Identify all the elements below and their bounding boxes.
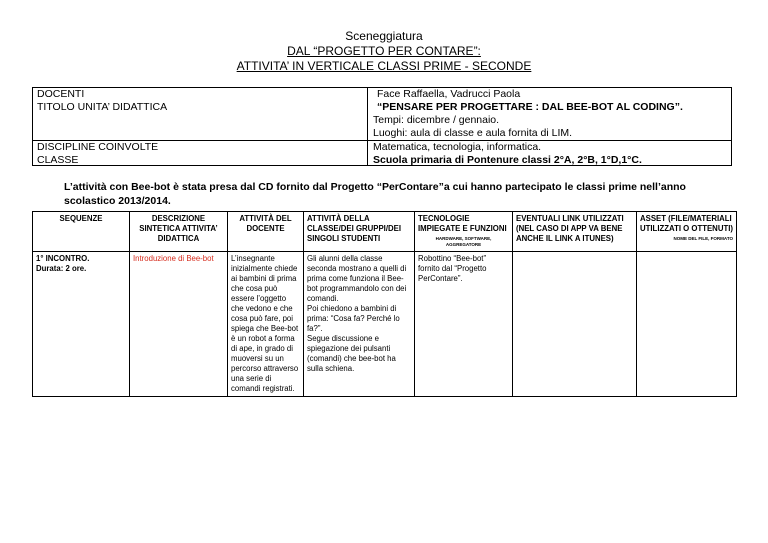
cell-asset: [637, 252, 737, 397]
cell-attivita-classe: [304, 252, 415, 397]
header-asset-label: ASSET (FILE/MATERIALI UTILIZZATI O OTTENUTI): [640, 214, 733, 233]
docenti-label: DOCENTI: [37, 88, 85, 100]
titolo-label: TITOLO UNITA’ DIDATTICA: [37, 101, 168, 113]
classe-paragraph-2: Poi chiedono a bambini di prima: “Cosa fa? Perché lo fa?”.: [307, 304, 400, 333]
cell-tecnologie: Robottino “Bee-bot” fornito dal “Progetto PerContare”.: [415, 252, 513, 397]
discipline-label: DISCIPLINE COINVOLTE: [37, 141, 159, 153]
classe-paragraph-3: Segue discussione e spiegazione dei pulsanti (comandi) che bee-bot ha sulla schiena.: [307, 334, 396, 373]
cell-descrizione: Introduzione di Bee-bot: [130, 252, 228, 397]
luoghi-value: Luoghi: aula di classe e aula fornita di LIM.: [373, 127, 573, 139]
classe-label: CLASSE: [37, 154, 79, 166]
table-row: [33, 252, 737, 397]
header-attivita-docente: ATTIVITÀ DEL DOCENTE: [228, 212, 304, 252]
document-title: DAL “PROGETTO PER CONTARE”:: [287, 44, 481, 58]
cell-sequenza: [33, 252, 130, 397]
activity-table: [32, 211, 737, 397]
header-tecnologie-note: HARDWARE, SOFTWARE, AGGREGATORE: [435, 236, 492, 247]
header-attivita-classe: ATTIVITÀ DELLA CLASSE/DEI GRUPPI/DEI SINGOLI STUDENTI: [304, 212, 415, 252]
classe-value: Scuola primaria di Pontenure classi 2°A, 2°B, 1°D,1°C.: [373, 154, 642, 166]
docenti-value: Face Raffaella, Vadrucci Paola: [377, 88, 521, 100]
table-header-row: [33, 212, 737, 252]
header-link: EVENTUALI LINK UTILIZZATI (NEL CASO DI APP VA BENE ANCHE IL LINK A ITUNES): [513, 212, 637, 252]
header-descrizione: DESCRIZIONE SINTETICA ATTIVITA’ DIDATTICA: [130, 212, 228, 252]
header-asset: [637, 212, 737, 252]
cell-link: [513, 252, 637, 397]
discipline-value: Matematica, tecnologia, informatica.: [373, 141, 542, 153]
header-sequenze: SEQUENZE: [33, 212, 130, 252]
sequenza-title: 1° INCONTRO.: [36, 254, 90, 263]
header-tecnologie: [415, 212, 513, 252]
cell-attivita-docente: L’insegnante inizialmente chiede ai bambini di prima che cosa può essere l’oggetto che vedono e che cosa può fare, poi spiega che Bee-bot è un robot a forma di ape, in grado di muoversi su un percorso attraverso una serie di comandi registrati.: [228, 252, 304, 397]
header-tecnologie-label: TECNOLOGIE IMPIEGATE E FUNZIONI: [418, 214, 507, 233]
info-box: [32, 87, 732, 166]
sequenza-durata: Durata: 2 ore.: [36, 264, 87, 273]
intro-paragraph: L’attività con Bee-bot è stata presa dal CD fornito dal Progetto “PerContare”a cui hanno partecipato le classi prime nell’anno scolastico 2013/2014.: [64, 181, 686, 207]
tempi-value: Tempi: dicembre / gennaio.: [373, 114, 500, 126]
document-subtitle: ATTIVITA’ IN VERTICALE CLASSI PRIME - SECONDE: [236, 59, 532, 73]
classe-paragraph-1: Gli alunni della classe seconda mostrano a quelli di prima come funziona il Bee-bot programmandolo con dei comandi.: [307, 254, 407, 303]
titolo-value: “PENSARE PER PROGETTARE : DAL BEE-BOT AL CODING”.: [377, 101, 683, 113]
document-label: Sceneggiatura: [345, 29, 423, 43]
header-asset-note: NOME DEL FILE, FORMATO: [673, 236, 733, 241]
info-column-divider: [367, 88, 368, 165]
